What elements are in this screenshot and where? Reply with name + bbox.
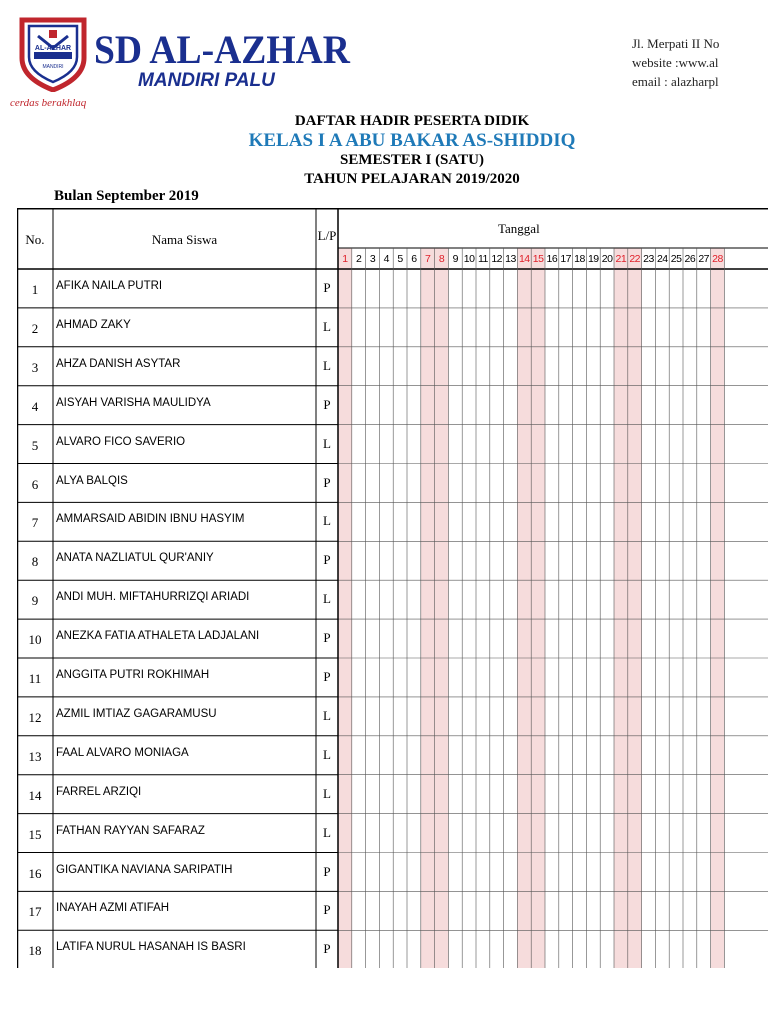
day-number: 17 [560, 253, 572, 265]
student-name: ANDI MUH. MIFTAHURRIZQI ARIADI [56, 591, 250, 604]
student-sex: L [323, 513, 331, 529]
student-sex: P [323, 630, 331, 646]
student-number: 7 [31, 515, 39, 531]
contact-block [632, 34, 768, 91]
student-number: 6 [31, 476, 39, 492]
student-number: 12 [28, 709, 42, 725]
student-sex: L [323, 435, 331, 451]
day-number: 2 [356, 253, 362, 265]
student-sex: L [323, 746, 331, 762]
student-number: 11 [28, 671, 42, 686]
weekend-column-shade [614, 248, 628, 968]
day-number: 28 [712, 253, 723, 265]
student-sex: P [323, 902, 331, 918]
student-number: 18 [28, 943, 42, 959]
emblem-small-label: MANDIRI [42, 64, 64, 70]
emblem-label: AL-AZHAR [34, 45, 72, 52]
student-sex: P [323, 474, 331, 490]
student-name: AZMIL IMTIAZ GAGARAMUSU [56, 707, 217, 720]
day-number: 18 [574, 253, 585, 265]
student-name: ANATA NAZLIATUL QUR'ANIY [56, 552, 214, 565]
day-number: 4 [383, 253, 389, 265]
student-number: 13 [28, 748, 42, 764]
student-sex: L [323, 357, 331, 373]
student-sex: P [323, 941, 331, 957]
student-name: AFIKA NAILA PUTRI [56, 280, 163, 292]
student-name: AISYAH VARISHA MAULIDYA [56, 396, 211, 409]
student-sex: L [323, 824, 331, 840]
attendance-table [17, 208, 768, 968]
day-number: 26 [684, 253, 696, 265]
student-sex: L [323, 707, 331, 723]
student-sex: L [323, 318, 331, 334]
student-number: 5 [31, 437, 39, 453]
day-number: 22 [629, 253, 641, 265]
semester-title: SEMESTER I (SATU) [340, 152, 484, 168]
student-name: AHZA DANISH ASYTAR [56, 357, 181, 370]
student-name: ANEZKA FATIA ATHALETA LADJALANI [56, 630, 260, 643]
student-number: 17 [28, 904, 42, 920]
student-name: GIGANTIKA NAVIANA SARIPATIH [56, 863, 233, 876]
student-sex: P [323, 863, 331, 879]
student-number: 2 [31, 320, 39, 336]
academic-year-title: TAHUN PELAJARAN 2019/2020 [304, 171, 520, 187]
student-name: ALVARO FICO SAVERIO [56, 435, 186, 448]
school-name: SD AL-AZHAR [94, 27, 350, 72]
student-name: LATIFA NURUL HASANAH IS BASRI [56, 941, 246, 954]
student-name: AMMARSAID ABIDIN IBNU HASYIM [56, 513, 245, 526]
day-number: 5 [397, 253, 403, 265]
weekend-column-shade [531, 248, 545, 968]
weekend-column-shade [711, 248, 725, 968]
header-dates: Tanggal [498, 221, 540, 236]
student-number: 15 [28, 826, 42, 842]
day-number: 8 [438, 253, 445, 265]
student-sex: L [323, 591, 331, 607]
day-number: 10 [463, 253, 475, 265]
day-number: 24 [656, 253, 668, 265]
class-title: KELAS I A ABU BAKAR AS-SHIDDIQ [248, 130, 576, 151]
day-number: 20 [601, 253, 613, 265]
student-number: 14 [28, 787, 42, 803]
student-name: FATHAN RAYYAN SAFARAZ [56, 824, 205, 837]
day-number: 9 [452, 253, 458, 265]
student-sex: P [323, 552, 331, 568]
day-number: 14 [518, 253, 530, 265]
student-sex: P [323, 280, 331, 295]
day-number: 11 [477, 253, 488, 265]
day-number: 23 [643, 253, 654, 265]
student-number: 9 [31, 593, 39, 609]
weekend-column-shade [628, 248, 642, 968]
weekend-column-shade [421, 248, 435, 968]
header-sex: L/P [317, 228, 337, 243]
contact-website: website :www.al [632, 55, 719, 70]
student-sex: L [323, 785, 331, 801]
student-number: 1 [31, 282, 39, 297]
student-number: 8 [31, 554, 39, 570]
header-name: Nama Siswa [151, 232, 218, 247]
weekend-column-shade [338, 248, 352, 968]
contact-email: email : alazharpl [632, 74, 719, 89]
student-number: 4 [31, 398, 39, 414]
day-number: 15 [532, 253, 544, 265]
student-name: FAAL ALVARO MONIAGA [56, 746, 189, 759]
student-name: AHMAD ZAKY [56, 318, 131, 331]
student-number: 3 [31, 359, 39, 375]
month-label: Bulan September 2019 [54, 188, 199, 204]
day-number: 19 [587, 253, 599, 265]
day-number: 6 [411, 253, 417, 265]
school-subtitle: MANDIRI PALU [138, 70, 275, 91]
weekend-column-shade [517, 248, 531, 968]
student-number: 16 [28, 865, 42, 881]
day-number: 27 [698, 253, 710, 265]
weekend-column-shade [435, 248, 449, 968]
student-sex: P [323, 396, 331, 412]
school-logo [10, 14, 350, 114]
student-name: ALYA BALQIS [56, 474, 128, 487]
day-number: 25 [670, 253, 682, 265]
student-name: FARREL ARZIQI [56, 785, 142, 798]
contact-address: Jl. Merpati II No [632, 36, 720, 51]
header-no: No. [25, 232, 45, 247]
student-name: INAYAH AZMI ATIFAH [56, 902, 170, 915]
student-name: ANGGITA PUTRI ROKHIMAH [56, 669, 210, 681]
day-number: 13 [505, 253, 516, 265]
student-number: 10 [28, 632, 42, 648]
day-number: 3 [369, 253, 376, 265]
day-number: 21 [615, 253, 627, 265]
day-number: 1 [342, 253, 348, 265]
school-tagline: cerdas berakhlaq [10, 97, 87, 109]
day-number: 7 [425, 253, 431, 265]
day-number: 16 [546, 253, 558, 265]
school-emblem-icon [16, 14, 90, 92]
student-sex: P [323, 669, 331, 684]
document-title: DAFTAR HADIR PESERTA DIDIK [294, 113, 530, 129]
day-number: 12 [491, 253, 503, 265]
